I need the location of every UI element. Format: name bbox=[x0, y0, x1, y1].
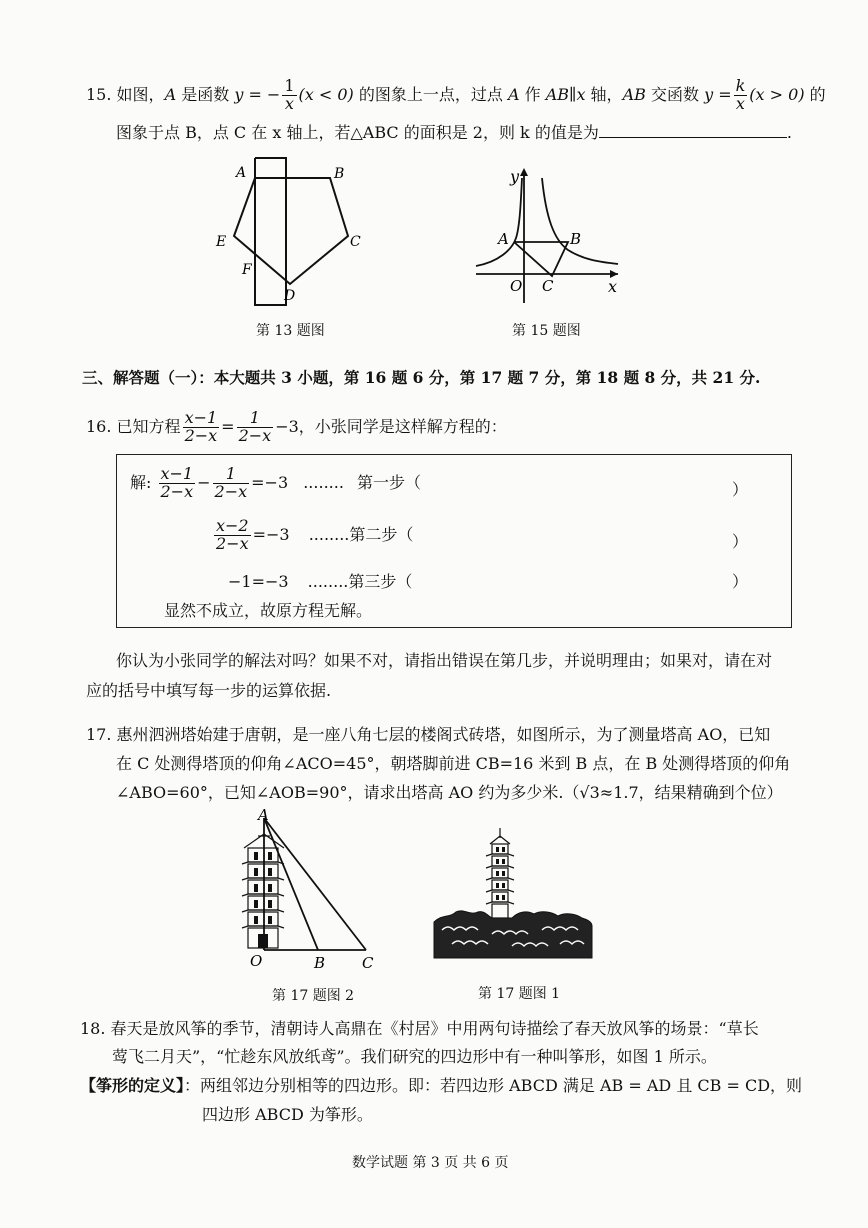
fraction: $\frac{x-1}{2-x}$ bbox=[160, 464, 194, 501]
label-B: B bbox=[314, 954, 326, 972]
label-C: C bbox=[362, 954, 374, 972]
step-1: 解: $\frac{x-1}{2-x}$ − $\frac{1}{2-x}$ =−3 ........ 第一步（ bbox=[130, 464, 422, 501]
label-O: O bbox=[510, 277, 523, 295]
label-D: D bbox=[284, 288, 296, 304]
step-1-close: ） bbox=[732, 480, 749, 499]
fraction: $\frac{1}{2-x}$ bbox=[238, 408, 272, 445]
q17-line3: ∠ABO=60°，已知∠AOB=90°，请求出塔高 AO 约为多少米.（√3≈1.7，结果精确到个位） bbox=[116, 783, 783, 802]
label-B: B bbox=[334, 166, 345, 182]
figure-17-1 bbox=[432, 826, 594, 962]
label-F: F bbox=[242, 262, 252, 278]
page-footer: 数学试题 第 3 页 共 6 页 bbox=[352, 1155, 509, 1171]
fig13-caption: 第 13 题图 bbox=[256, 323, 325, 339]
figure-15 bbox=[468, 158, 628, 308]
q17-line2: 在 C 处测得塔顶的仰角∠ACO=45°，朝塔脚前进 CB=16 米到 B 点，在 B 处测得塔顶的仰角 bbox=[116, 754, 791, 773]
q15-line1: 15. 如图，A 是函数 y = − $\frac{1}{x}$ (x < 0) 的图象上一点，过点 A 作 AB∥x 轴，AB 交函数 y = $\frac{k}{x}$ (x > 0) 的 bbox=[86, 76, 826, 113]
label-A: A bbox=[258, 808, 269, 824]
label-B: B bbox=[570, 230, 582, 248]
fraction: $\frac{k}{x}$ bbox=[735, 76, 746, 113]
question-number: 17. bbox=[86, 725, 112, 744]
step-3-close: ） bbox=[732, 572, 749, 591]
q18-line2: 莺飞二月天”，“忙趁东风放纸鸢”。我们研究的四边形中有一种叫筝形，如图 1 所示。 bbox=[112, 1047, 717, 1066]
label-E: E bbox=[216, 234, 227, 250]
q18-line1: 18. 春天是放风筝的季节，清朝诗人高鼎在《村居》中用两句诗描绘了春天放风筝的场景：“草长 bbox=[80, 1019, 759, 1038]
label-O: O bbox=[250, 952, 263, 970]
question-number: 18. bbox=[80, 1019, 106, 1038]
q18-definition-line1: 【筝形的定义】：两组邻边分别相等的四边形。即：若四边形 ABCD 满足 AB = AD 且 CB = CD，则 bbox=[80, 1076, 803, 1095]
q17-line1: 17. 惠州泗洲塔始建于唐朝，是一座八角七层的楼阁式砖塔，如图所示，为了测量塔高 AO，已知 bbox=[86, 725, 771, 744]
q16-stem: 16. 已知方程 $\frac{x-1}{2-x}$ = $\frac{1}{2-x}$ −3，小张同学是这样解方程的： bbox=[86, 408, 507, 445]
fraction: $\frac{1}{x}$ bbox=[284, 76, 295, 113]
step-2: $\frac{x-2}{2-x}$ =−3 ........第二步（ bbox=[216, 516, 414, 553]
q16-question-1: 你认为小张同学的解法对吗？如果不对，请指出错误在第几步，并说明理由；如果对，请在对 bbox=[116, 651, 773, 670]
label-C: C bbox=[542, 277, 554, 295]
q16-question-2: 应的括号中填写每一步的运算依据. bbox=[86, 681, 332, 700]
fraction: $\frac{1}{2-x}$ bbox=[214, 464, 248, 501]
figure-17-2 bbox=[226, 808, 386, 974]
fraction: $\frac{x-2}{2-x}$ bbox=[216, 516, 249, 553]
label-x: x bbox=[608, 277, 618, 296]
question-number: 15. bbox=[86, 84, 112, 104]
conclusion: 显然不成立，故原方程无解。 bbox=[164, 601, 373, 620]
question-number: 16. bbox=[86, 416, 112, 436]
q15-line2: 图象于点 B，点 C 在 x 轴上，若△ABC 的面积是 2，则 k 的值是为 . bbox=[116, 123, 792, 142]
answer-blank bbox=[599, 123, 787, 138]
fraction: $\frac{x-1}{2-x}$ bbox=[184, 408, 218, 445]
figure-13 bbox=[200, 150, 370, 320]
fig17-1-caption: 第 17 题图 1 bbox=[478, 986, 561, 1002]
label-A: A bbox=[498, 230, 509, 248]
label-y: y bbox=[510, 167, 520, 186]
definition-label: 【筝形的定义】 bbox=[80, 1076, 185, 1095]
section-title: 三、解答题（一）：本大题共 3 小题，第 16 题 6 分，第 17 题 7 分，第 18 题 8 分，共 21 分. bbox=[82, 368, 761, 387]
step-3: −1=−3 ........第三步（ bbox=[228, 572, 413, 591]
q18-definition-line2: 四边形 ABCD 为筝形。 bbox=[202, 1105, 373, 1124]
fig15-caption: 第 15 题图 bbox=[512, 323, 581, 339]
step-2-close: ） bbox=[732, 532, 749, 551]
label-A: A bbox=[236, 165, 247, 181]
fig17-2-caption: 第 17 题图 2 bbox=[272, 988, 355, 1004]
label-C: C bbox=[350, 234, 361, 250]
